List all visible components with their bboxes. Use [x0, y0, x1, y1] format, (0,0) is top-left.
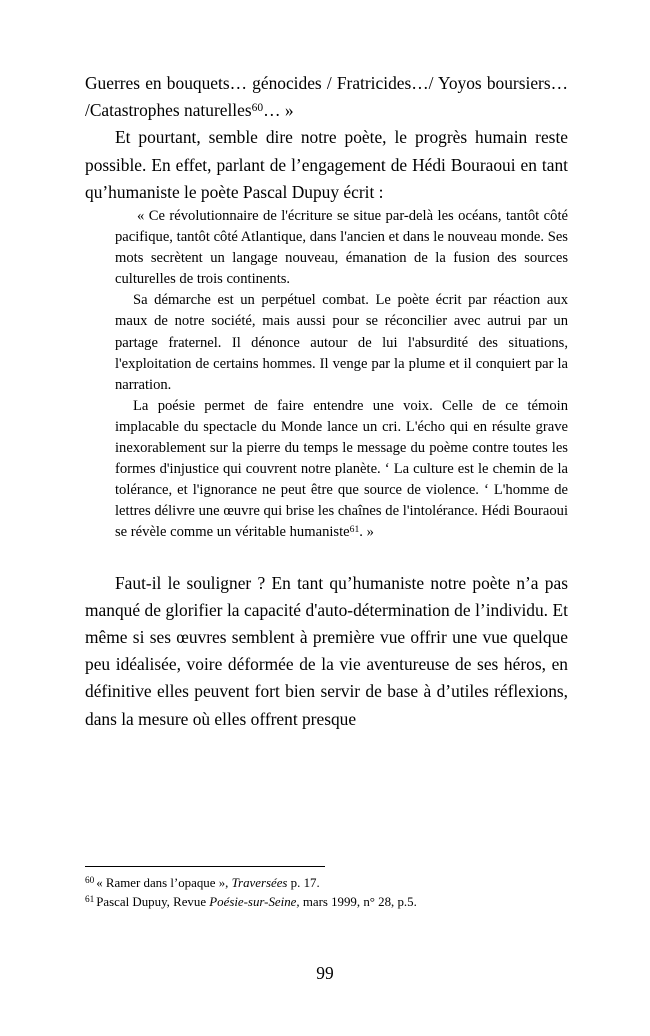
block-quotation — [85, 206, 568, 544]
footnote-61-text-before-italic: Pascal Dupuy, Revue — [96, 894, 210, 909]
footnote-61 — [85, 893, 568, 912]
footnote-61-text-after-italic: mars 1999, n° 28, p.5. — [299, 894, 417, 909]
paragraph-1-text-before-ref: Guerres en bouquets… génocides / Fratricides…/ Yoyos boursiers… /Catastrophes naturelles — [85, 73, 568, 121]
page-number: 99 — [316, 963, 334, 983]
footnote-reference-60[interactable]: 60 — [251, 102, 264, 115]
footnote-separator-rule — [85, 866, 325, 867]
footnote-area — [85, 866, 568, 911]
body-paragraph-2: Et pourtant, semble dire notre poète, le progrès humain reste possible. En effet, parlant de l’engagement de Hédi Bouraoui en tant qu’humaniste le poète Pascal Dupuy écrit : — [85, 127, 568, 202]
quote-paragraph-3-text-before-ref: La poésie permet de faire entendre une voix. Celle de ce témoin implacable du spectacle du Monde lance un cri. L'écho qui en résulte grave inexorablement sur la pierre du temps le message du poème contre toutes les formes d'injustice qui couvrent notre planète. ‘ La culture est le chemin de la tolérance, et l'ignorance ne peut être que source de violence. ‘ L'homme de lettres délivre une œuvre qui brise les chaînes de l'intolérance. Hédi Bouraoui se révèle comme un véritable humaniste — [115, 397, 568, 541]
footnote-reference-61[interactable]: 61 — [349, 524, 360, 536]
body-paragraph-3: Faut-il le souligner ? En tant qu’humaniste notre poète n’a pas manqué de glorifier la capacité d'auto-détermination de l’individu. Et même si ses œuvres semblent à première vue offrir une vue quelque peu idéalisée, voire déformée de la vie aventureuse de ses héros, en définitive elles peuvent fort bien servir de base à d’utiles réflexions, dans la mesure où elles offrent presque — [85, 572, 568, 729]
footnote-60-text-before-italic: « Ramer dans l’opaque », — [96, 876, 232, 890]
footnote-60 — [85, 874, 568, 893]
quote-paragraph-3-text-after-ref: . » — [359, 524, 374, 541]
footnote-60-text-after-italic: p. 17. — [287, 876, 320, 890]
quote-paragraph-3 — [115, 396, 568, 544]
footnote-61-italic-title: Poésie-sur-Seine, — [209, 894, 300, 909]
footnote-61-marker: 61 — [85, 894, 95, 905]
body-paragraph-1 — [85, 70, 568, 124]
paragraph-spacer — [85, 544, 568, 570]
quote-paragraph-1: « Ce révolutionnaire de l'écriture se situe par-delà les océans, tantôt côté pacifique, tantôt côté Atlantique, dans l'ancien et dans le nouveau monde. Ses mots secrètent un langage nouveau, émanation de la fusion des sources culturelles de trois continents. — [115, 208, 568, 288]
page-content — [85, 70, 568, 733]
footnote-60-italic-title: Traversées — [231, 876, 288, 890]
footnote-60-marker: 60 — [85, 876, 95, 887]
quote-paragraph-2: Sa démarche est un perpétuel combat. Le poète écrit par réaction aux maux de notre société, mais aussi pour se réconcilier avec autrui par un partage fraternel. Il dénonce autour de lui l'absurdité des situations, l'exploitation de certains hommes. Il venge par la plume et il conquiert par la narration. — [115, 292, 568, 393]
paragraph-1-text-after-ref: … » — [263, 100, 294, 121]
